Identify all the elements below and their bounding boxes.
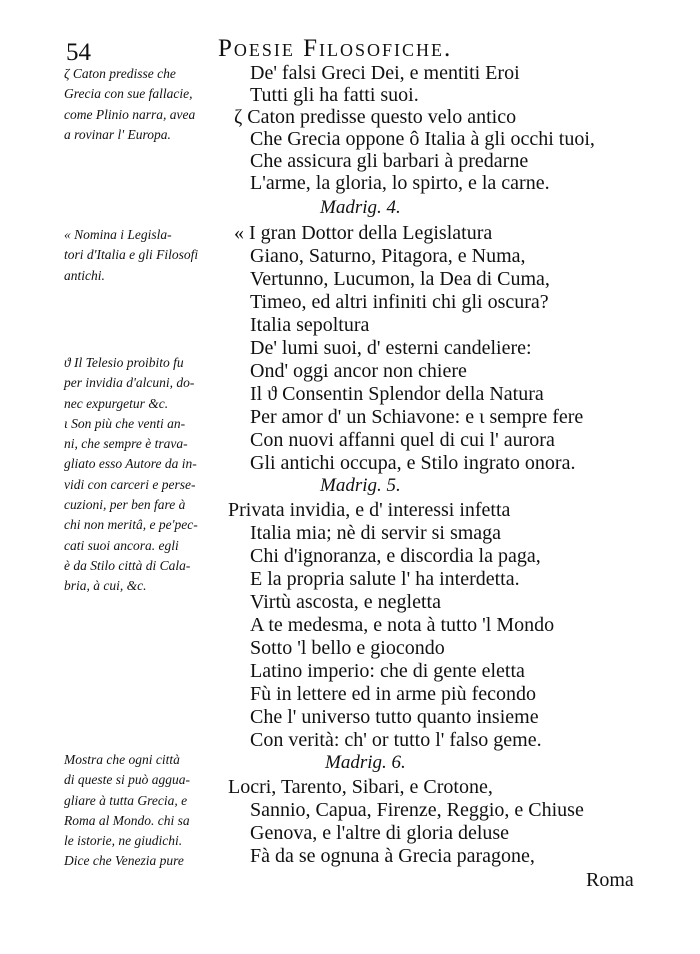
side-note-line: antichi. [64, 267, 105, 283]
verse-line: De' lumi suoi, d' esterni candeliere: [250, 337, 532, 359]
side-note-line: come Plinio narra, avea [64, 106, 196, 122]
verse-line: Timeo, ed altri infiniti chi gli oscura? [250, 291, 549, 313]
side-note-line: di queste si può aggua- [64, 772, 190, 788]
side-note-line: gliare à tutta Grecia, e [64, 792, 188, 808]
side-note-line: tori d'Italia e gli Filosofi [64, 247, 199, 263]
side-note-line: ι Son più che venti an- [64, 415, 186, 431]
verse-line: Che assicura gli barbari à predarne [250, 150, 529, 172]
side-note-line: ni, che sempre è trava- [64, 436, 188, 452]
verse-line: Chi d'ignoranza, e discordia la paga, [250, 545, 541, 567]
verse-line: « I gran Dottor della Legislatura [234, 222, 493, 244]
verse-line: De' falsi Greci Dei, e mentiti Eroi [250, 62, 520, 84]
verse-line: L'arme, la gloria, lo spirto, e la carne. [250, 172, 550, 194]
side-note-line: Mostra che ogni città [64, 752, 180, 767]
side-note-line: nec expurgetur &c. [64, 395, 169, 411]
verse-line: Il ϑ Consentin Splendor della Natura [250, 383, 544, 405]
verse-line: Per amor d' un Schiavone: e ι sempre fere [250, 406, 584, 428]
madrigal-heading: Madrig. 6. [325, 752, 406, 773]
verse-line: Vertunno, Lucumon, la Dea di Cuma, [250, 268, 550, 290]
side-note-line: cuzioni, per ben fare à [64, 497, 186, 513]
verse-line: Giano, Saturno, Pitagora, e Numa, [250, 245, 526, 267]
side-note-line: bria, à cui, &c. [64, 578, 147, 594]
verse-line: Fà da se ognuna à Grecia paragone, [250, 845, 535, 867]
verse-line: Italia sepoltura [250, 314, 370, 336]
side-note-line: è da Stilo città di Cala- [64, 557, 191, 573]
side-note-line: a rovinar l' Europa. [64, 126, 171, 142]
side-note-line: gliato esso Autore da in- [64, 456, 197, 472]
side-note-line: chi non meritâ, e pe'pec- [64, 517, 198, 533]
verse-line: A te medesma, e nota à tutto 'l Mondo [250, 614, 555, 636]
verse-line: Genova, e l'altre di gloria deluse [250, 822, 510, 844]
side-note-legislatori [64, 225, 232, 286]
side-note-line: ϑ Il Telesio proibito fu [64, 355, 184, 370]
verse-line: Gli antichi occupa, e Stilo ingrato onora. [250, 452, 576, 474]
side-note-line: « Nomina i Legisla- [64, 227, 172, 242]
verse-line: E la propria salute l' ha interdetta. [250, 568, 520, 590]
verse-line: Locri, Tarento, Sibari, e Crotone, [228, 776, 493, 798]
verse-line: Sotto 'l bello e giocondo [250, 637, 445, 659]
verse-line: Privata invidia, e d' interessi infetta [228, 499, 511, 521]
verse-line: Sannio, Capua, Firenze, Reggio, e Chiuse [250, 799, 584, 821]
side-note-line: cati suoi ancora. egli [64, 537, 179, 553]
verse-line: ζ Caton predisse questo velo antico [234, 106, 517, 128]
catchword: Roma [586, 869, 634, 891]
verse-line: Tutti gli ha fatti suoi. [250, 84, 419, 106]
side-note-line: ζ Caton predisse che [64, 66, 176, 81]
side-note-line: Roma al Mondo. chi sa [64, 812, 190, 828]
verse-line: Latino imperio: che di gente eletta [250, 660, 525, 682]
side-note-telesio [64, 353, 232, 597]
side-note-caton [64, 64, 232, 145]
page-number: 54 [66, 39, 91, 66]
verse-line: Ond' oggi ancor non chiere [250, 360, 467, 382]
side-note-line: vidi con carceri e perse- [64, 476, 196, 492]
verse-line: Con verità: ch' or tutto l' falso geme. [250, 729, 542, 751]
verse-line: Con nuovi affanni quel di cui l' aurora [250, 429, 555, 451]
running-head: Poesie Filosofiche. [218, 35, 453, 62]
side-note-line: per invidia d'alcuni, do- [64, 375, 195, 391]
side-note-line: Dice che Venezia pure [64, 853, 184, 869]
madrigal-heading: Madrig. 4. [320, 197, 401, 218]
side-note-citta [64, 750, 232, 872]
madrigal-heading: Madrig. 5. [320, 475, 401, 496]
side-note-line: le istorie, ne giudichi. [64, 833, 183, 849]
side-note-line: Grecia con sue fallacie, [64, 86, 193, 102]
verse-line: Virtù ascosta, e negletta [250, 591, 441, 613]
verse-line: Fù in lettere ed in arme più fecondo [250, 683, 537, 705]
verse-line: Che Grecia oppone ô Italia à gli occhi tuoi, [250, 128, 595, 150]
verse-line: Italia mia; nè di servir si smaga [250, 522, 502, 544]
verse-line: Che l' universo tutto quanto insieme [250, 706, 539, 728]
